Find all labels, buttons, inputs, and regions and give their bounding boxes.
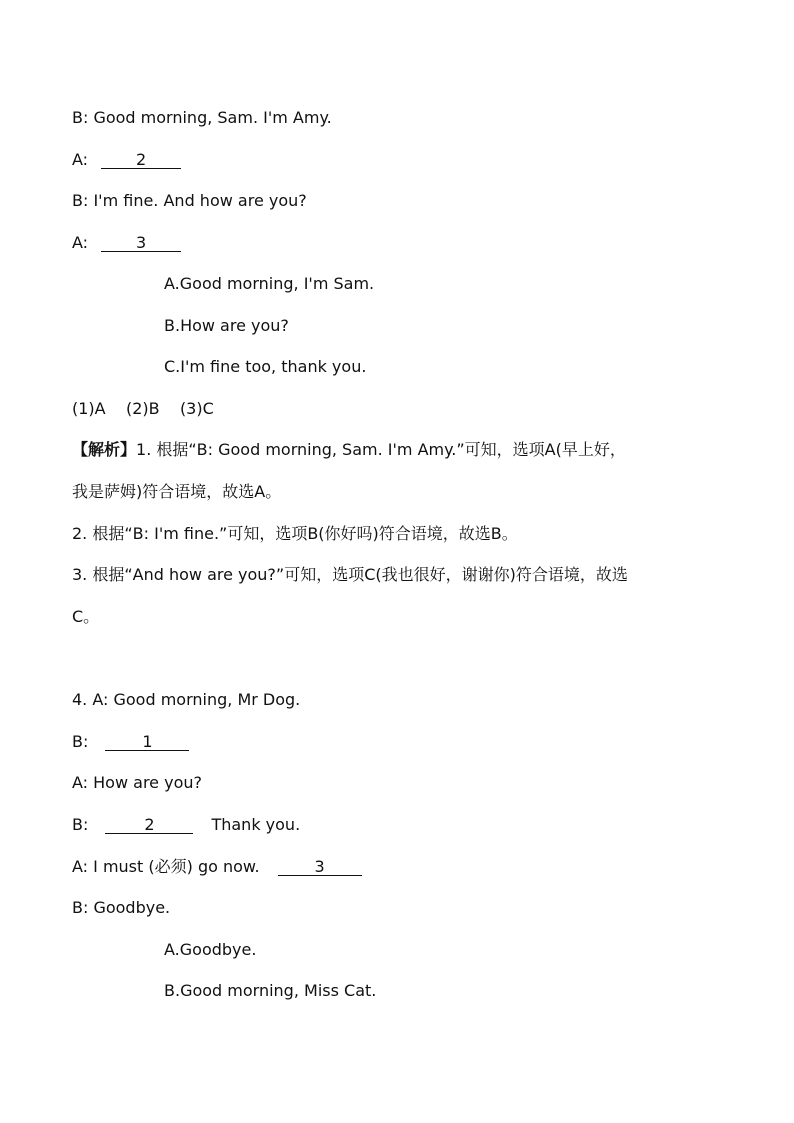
dialogue2-a-must-line — [72, 857, 362, 877]
a-must-text: A: I must (必须) go now. — [72, 857, 260, 876]
dialogue2-b-line-blank2 — [72, 815, 300, 835]
dialogue2-b-goodbye: B: Goodbye. — [72, 898, 171, 917]
answer-key: (1)A (2)B (3)C — [72, 399, 214, 418]
thank-you-text: Thank you. — [211, 815, 301, 834]
answer-blank: 3 — [101, 234, 181, 252]
speaker-label: B: — [72, 815, 94, 834]
dialogue1-a-line-blank3 — [72, 233, 181, 253]
dialogue1-option-c: C.I'm fine too, thank you. — [164, 357, 367, 376]
speaker-label: A: — [72, 233, 94, 252]
dialogue1-option-a: A.Good morning, I'm Sam. — [164, 274, 375, 293]
answer-blank: 1 — [105, 733, 189, 751]
analysis-text: 1. 根据“B: Good morning, Sam. I'm Amy.”可知，选项A(早上好， — [136, 440, 626, 459]
analysis-line-1 — [72, 440, 626, 460]
dialogue1-option-b: B.How are you? — [164, 316, 289, 335]
dialogue1-a-line-blank2 — [72, 150, 181, 170]
dialogue1-b-fine: B: I'm fine. And how are you? — [72, 191, 307, 210]
question-4: 4. A: Good morning, Mr Dog. — [72, 690, 301, 709]
speaker-label: B: — [72, 732, 94, 751]
speaker-label: A: — [72, 150, 94, 169]
answer-blank: 3 — [278, 858, 362, 876]
dialogue1-b-greeting: B: Good morning, Sam. I'm Amy. — [72, 108, 332, 127]
dialogue2-b-line-blank1 — [72, 732, 189, 752]
dialogue2-option-a: A.Goodbye. — [164, 940, 257, 959]
analysis-line-1-cont: 我是萨姆)符合语境，故选A。 — [72, 482, 282, 501]
analysis-label: 【解析】 — [72, 440, 137, 459]
analysis-line-2: 2. 根据“B: I'm fine.”可知，选项B(你好吗)符合语境，故选B。 — [72, 524, 518, 543]
dialogue2-option-b: B.Good morning, Miss Cat. — [164, 981, 377, 1000]
answer-blank: 2 — [105, 816, 193, 834]
dialogue2-a-how: A: How are you? — [72, 773, 202, 792]
answer-blank: 2 — [101, 151, 181, 169]
analysis-line-3-cont: C。 — [72, 607, 100, 626]
analysis-line-3: 3. 根据“And how are you?”可知，选项C(我也很好，谢谢你)符合语境，故选 — [72, 565, 628, 584]
